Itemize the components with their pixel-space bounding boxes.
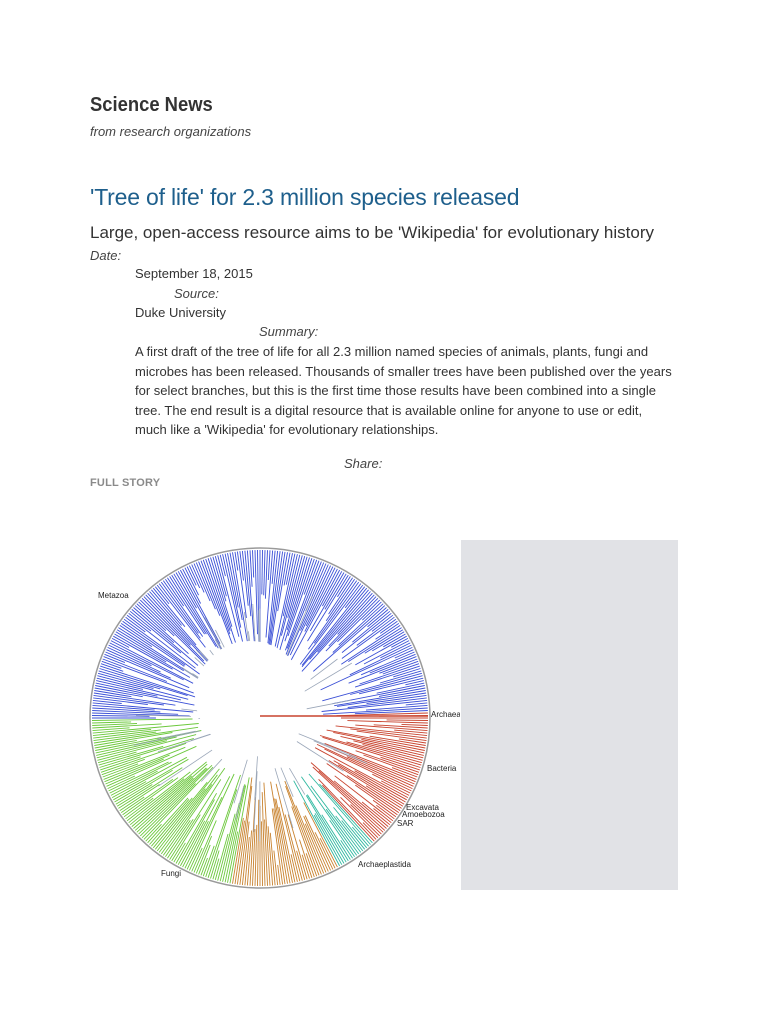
label-archaea: Archaea [431, 710, 460, 719]
tree-leaf-branch [167, 819, 193, 858]
summary-label: Summary: [259, 324, 319, 339]
tree-leaf-branch [96, 737, 176, 755]
label-metazoa: Metazoa [98, 591, 129, 600]
tree-leaf-branch [333, 732, 425, 750]
tree-leaf-branch [113, 782, 146, 800]
tree-leaf-branch [92, 722, 131, 723]
site-subtitle: from research organizations [90, 124, 252, 139]
tree-leaf-branch [258, 800, 259, 886]
site-title: Science News [90, 94, 213, 116]
tree-leaf-branch [402, 724, 428, 725]
date-value: September 18, 2015 [135, 266, 253, 281]
article-headline: 'Tree of life' for 2.3 million species released [90, 184, 520, 210]
tree-inner-branch [307, 700, 351, 709]
tree-leaf-branch [379, 688, 425, 696]
tree-leaf-branch [276, 784, 300, 881]
tree-leaf-branch [262, 550, 263, 594]
tree-of-life-image [88, 536, 460, 892]
tree-leaf-branch [278, 557, 307, 655]
tree-leaf-branch [253, 550, 254, 577]
tree-leaf-branch [262, 821, 263, 886]
tree-leaf-branch [220, 555, 225, 576]
label-sar: SAR [397, 819, 414, 828]
tree-leaf-branch [192, 565, 204, 593]
tree-leaf-branch [349, 657, 417, 684]
tree-leaf-branch [383, 634, 405, 647]
tree-leaf-branch [120, 784, 160, 810]
tree-inner-branch [254, 771, 257, 832]
label-bacteria: Bacteria [427, 764, 457, 773]
label-fungi: Fungi [161, 869, 182, 878]
tree-leaf-branch [374, 809, 392, 823]
tree-inner-branch [289, 768, 304, 794]
tree-core [195, 641, 305, 751]
tree-leaf-branch [165, 579, 183, 606]
full-story-link[interactable]: FULL STORY [90, 477, 161, 489]
share-label: Share: [344, 456, 383, 471]
tree-leaf-branch [144, 597, 191, 646]
tree-leaf-branch [92, 724, 137, 726]
ad-placeholder [461, 540, 678, 890]
tree-leaf-branch [347, 721, 428, 723]
tree-of-life-figure [88, 536, 460, 892]
tree-branches [90, 548, 430, 888]
date-label: Date: [90, 248, 122, 263]
label-archaeplastida: Archaeplastida [358, 860, 411, 869]
tree-leaf-branch [406, 703, 428, 705]
tree-leaf-branch [183, 569, 201, 604]
tree-leaf-branch [387, 720, 428, 721]
tree-leaf-branch [250, 550, 252, 587]
tree-leaf-branch [146, 595, 214, 668]
article-subheadline: Large, open-access resource aims to be 'Wikipedia' for evolutionary history [90, 223, 654, 242]
label-amoebozoa: Amoebozoa [402, 810, 445, 819]
label-excavata: Excavata [406, 803, 439, 812]
tree-leaf-branch [327, 730, 426, 748]
source-value: Duke University [135, 305, 227, 320]
summary-text: A first draft of the tree of life for all 2.3 million named species of animals, plants, fungi and microbes has been released. Thousands of smaller trees have been published over the years for select branches, but this is the first time those results have been combined into a single tree. The end result is a digital resource that is available online for anyone to use or edit, much like a 'Wikipedia' for evolutionary relationships. [135, 344, 672, 437]
tree-leaf-branch [92, 719, 193, 721]
source-label: Source: [174, 286, 219, 301]
tree-leaf-branch [337, 576, 350, 597]
tree-leaf-branch [92, 716, 150, 717]
tree-leaf-branch [146, 824, 162, 841]
tree-leaf-branch [255, 825, 257, 886]
tree-leaf-branch [140, 765, 212, 836]
tree-leaf-branch [367, 695, 427, 703]
tree-leaf-branch [278, 865, 280, 885]
tree-leaf-branch [265, 550, 267, 599]
tree-leaf-branch [255, 550, 258, 634]
tree-leaf-branch [268, 550, 270, 580]
tree-leaf-branch [313, 767, 383, 832]
tree-leaf-branch [399, 739, 426, 743]
tree-leaf-branch [264, 550, 265, 595]
